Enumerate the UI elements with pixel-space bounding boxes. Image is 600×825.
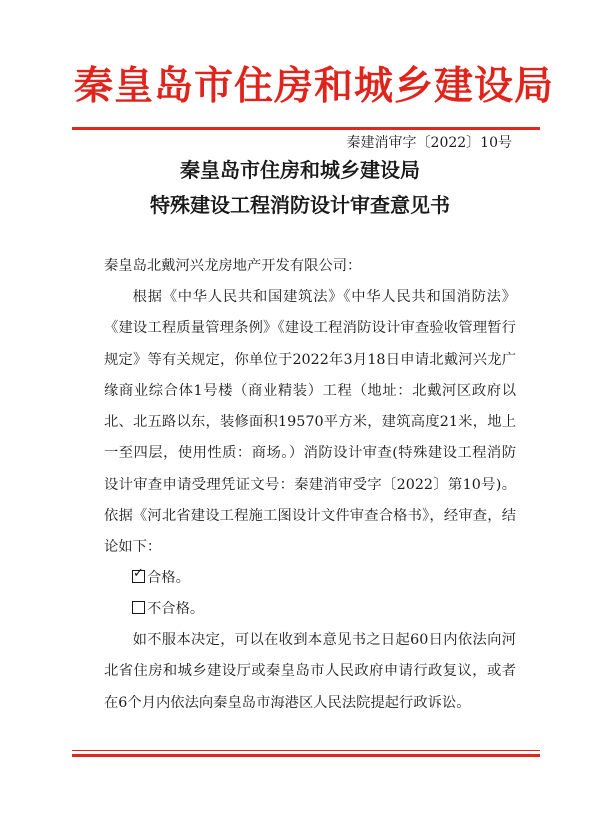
option-pass-label: 合格。 [147,570,190,586]
salutation: 秦皇岛北戴河兴龙房地产开发有限公司： [104,258,362,274]
footer-red-rule-thick [72,754,540,757]
document-title-issuer: 秦皇岛市住房和城乡建设局 [180,158,420,182]
closing-paragraph: 如不服本决定，可以在收到本意见书之日起60日内依法向河北省住房和城乡建设厅或秦皇岛市人民政府申请行政复议，或者在6个月内依法向秦皇岛市海港区人民法院提起行政诉讼。 [104,632,516,711]
unchecked-box-icon [132,601,145,614]
check-mark-icon: ✓ [133,566,144,581]
option-fail-label: 不合格。 [147,601,205,617]
option-fail [132,594,204,625]
option-pass [132,563,190,594]
document-title: 特殊建设工程消防设计审查意见书 [150,193,450,217]
letterhead-red-rule [72,127,540,130]
document-number: 秦建消审字〔2022〕10号 [346,135,512,151]
checked-box-icon [132,566,145,583]
footer-red-rule-thin [72,750,540,751]
letterhead-organization: 秦皇岛市住房和城乡建设局 [74,64,555,109]
body-paragraph: 根据《中华人民共和国建筑法》《中华人民共和国消防法》《建设工程质量管理条例》《建设工程消防设计审查验收管理暂行规定》等有关规定，你单位于2022年3月18日申请北戴河兴龙广缘商业综合体1号楼（商业精装）工程（地址：北戴河区政府以北、北五路以东，装修面积19570平方米，建筑高度21米，地上一至四层，使用性质：商场。）消防设计审查(特殊建设工程消防设计审查申请受理凭证文号：秦建消审受字〔2022〕第10号)。依据《河北省建设工程施工图设计文件审查合格书》，经审查，结论如下： [104,289,516,556]
